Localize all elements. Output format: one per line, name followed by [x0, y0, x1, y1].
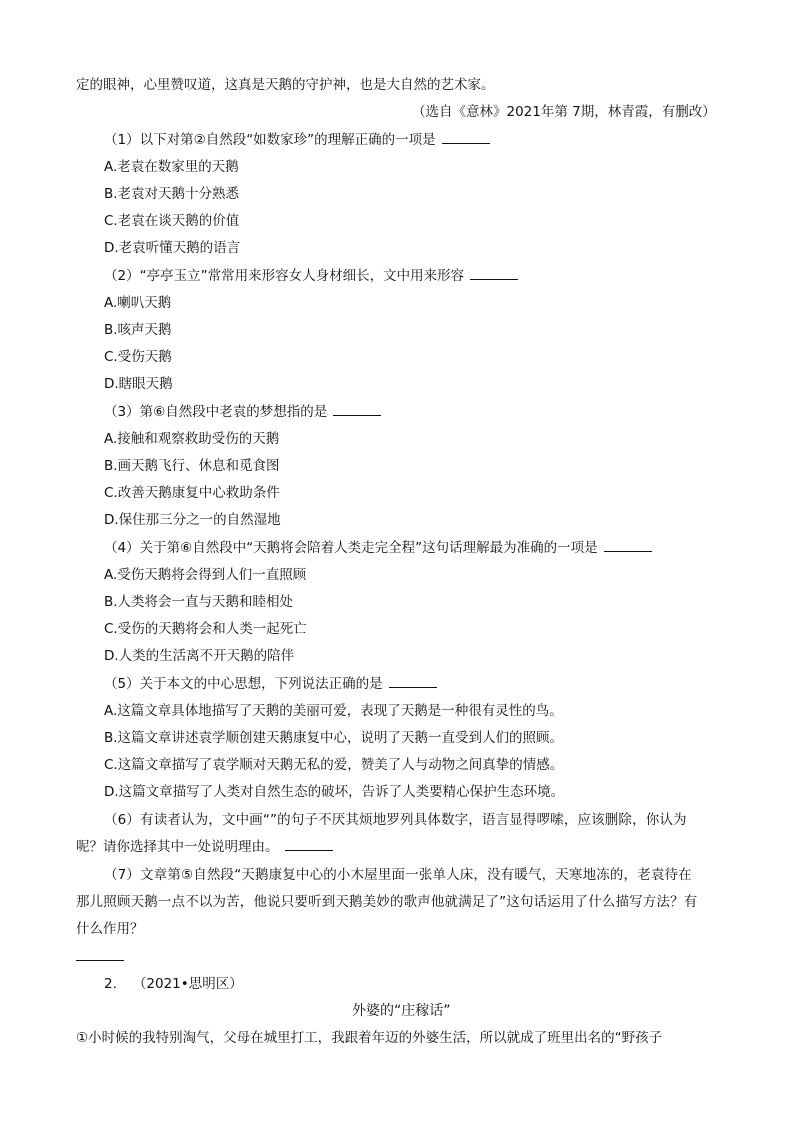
- q1-option-d: D.老袁听懂天鹅的语言: [104, 240, 241, 256]
- q4-option-a: A.受伤天鹅将会得到人们一直照顾: [104, 567, 307, 583]
- question-7-line-2: 那儿照顾天鹅一点不以为苦，他说只要听到天鹅美妙的歌声他就满足了”这句话运用了什么描写方法？有: [76, 894, 698, 910]
- q3-option-d: D.保住那三分之一的自然湿地: [104, 512, 281, 528]
- question-5-stem: （5）关于本文的中心思想，下列说法正确的是: [104, 674, 437, 694]
- answer-blank: [76, 960, 124, 961]
- q2-option-b: B.咳声天鹅: [104, 322, 172, 338]
- q4-option-b: B.人类将会一直与天鹅和睦相处: [104, 594, 294, 610]
- passage-title: 外婆的“庄稼话”: [352, 1003, 451, 1019]
- q1-option-b: B.老袁对天鹅十分熟悉: [104, 186, 240, 202]
- q1-option-a: A.老袁在数家里的天鹅: [104, 159, 239, 175]
- question-3-stem: （3）第⑥自然段中老袁的梦想指的是: [104, 402, 381, 422]
- q2-option-a: A.喇叭天鹅: [104, 295, 172, 311]
- question-7-line-3: 什么作用？: [76, 921, 144, 937]
- q5-option-b: B.这篇文章讲述袁学顺创建天鹅康复中心，说明了天鹅一直受到人们的照顾。: [104, 730, 564, 746]
- question-2-stem: （2）“亭亭玉立”常常用来形容女人身材细长，文中用来形容: [104, 266, 518, 286]
- answer-blank: [333, 403, 381, 416]
- answer-blank: [470, 267, 518, 280]
- question-7-line-1: （7）文章第⑤自然段“天鹅康复中心的小木屋里面一张单人床，没有暖气，天寒地冻的，老袁待在: [104, 867, 692, 883]
- item-2-header: 2. （2021•思明区）: [104, 976, 243, 992]
- answer-blank: [604, 539, 652, 552]
- answer-blank: [442, 131, 490, 144]
- question-4-stem: （4）关于第⑥自然段中“天鹅将会陪着人类走完全程”这句话理解最为准确的一项是: [104, 538, 652, 558]
- question-1-stem: （1）以下对第②自然段“如数家珍”的理解正确的一项是: [104, 130, 490, 150]
- intro-tail-text: 定的眼神，心里赞叹道，这真是天鹅的守护神，也是大自然的艺术家。: [76, 77, 495, 93]
- q5-option-c: C.这篇文章描写了袁学顺对天鹅无私的爱，赞美了人与动物之间真挚的情感。: [104, 757, 564, 773]
- q2-option-c: C.受伤天鹅: [104, 349, 172, 365]
- q3-option-c: C.改善天鹅康复中心救助条件: [104, 485, 280, 501]
- q1-option-c: C.老袁在谈天鹅的价值: [104, 213, 240, 229]
- q4-option-c: C.受伤的天鹅将会和人类一起死亡: [104, 621, 307, 637]
- q3-option-a: A.接触和观察救助受伤的天鹅: [104, 431, 280, 447]
- q5-option-d: D.这篇文章描写了人类对自然生态的破坏，告诉了人类要精心保护生态环境。: [104, 784, 565, 800]
- q5-option-a: A.这篇文章具体地描写了天鹅的美丽可爱，表现了天鹅是一种很有灵性的鸟。: [104, 703, 563, 719]
- question-6-line-1: （6）有读者认为，文中画“”的句子不厌其烦地罗列具体数字，语言显得啰嗦，应该删除，你认为: [104, 812, 687, 828]
- answer-blank: [285, 838, 333, 851]
- source-citation: （选自《意林》2021年第 7期，林青霞，有删改）: [412, 104, 716, 120]
- q3-option-b: B.画天鹅飞行、休息和觅食图: [104, 458, 280, 474]
- question-6-line-2: 呢？请你选择其中一处说明理由。: [76, 837, 333, 857]
- answer-blank: [389, 675, 437, 688]
- q4-option-d: D.人类的生活离不开天鹅的陪伴: [104, 648, 295, 664]
- passage-paragraph-1: ①小时候的我特别淘气，父母在城里打工，我跟着年迈的外婆生活，所以就成了班里出名的“野孩子: [76, 1030, 663, 1046]
- q2-option-d: D.瞎眼天鹅: [104, 376, 173, 392]
